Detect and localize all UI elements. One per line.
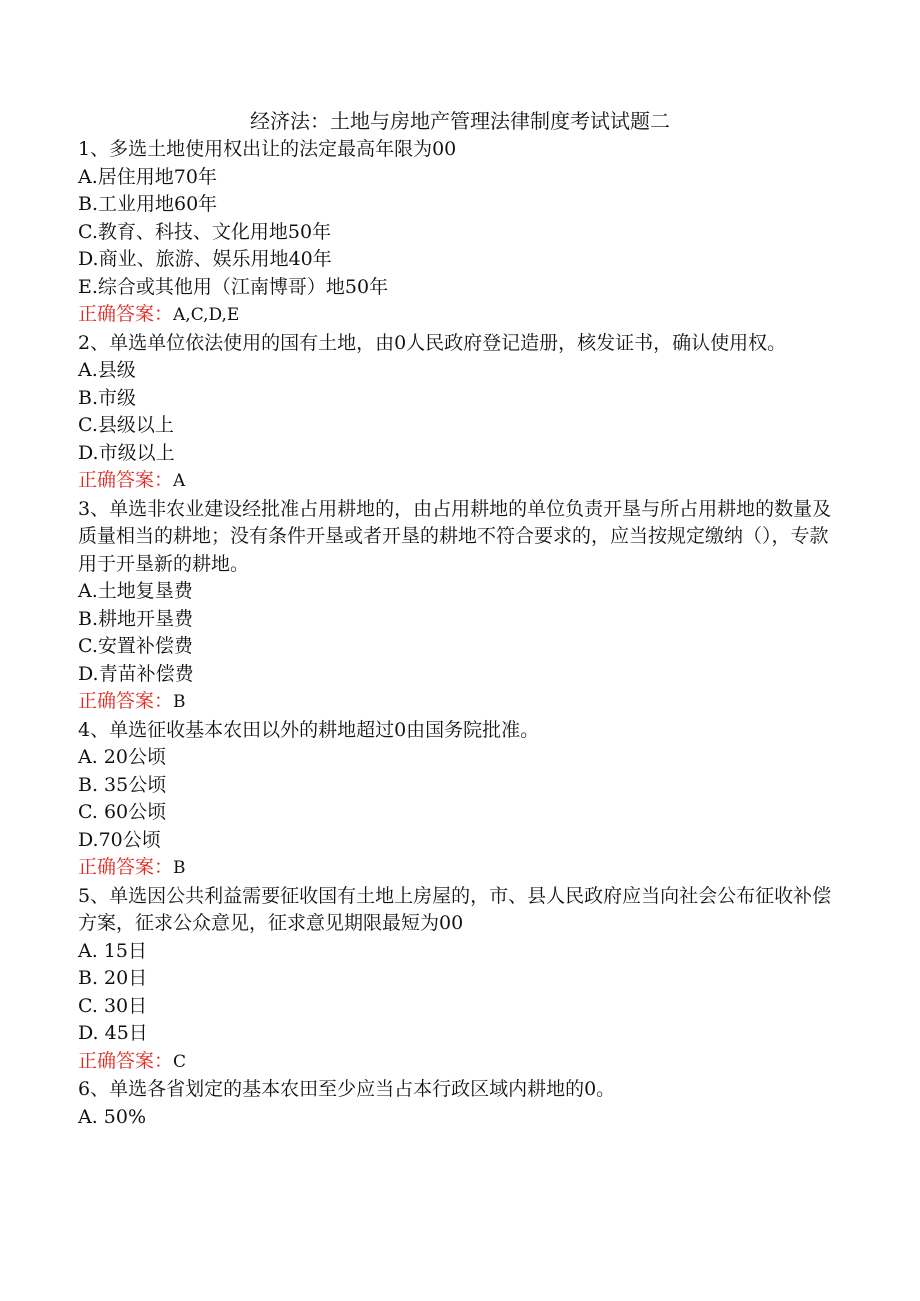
option-b: B.耕地开垦费 — [78, 607, 194, 630]
option-d: D. 45日 — [78, 1022, 148, 1044]
question-list — [78, 136, 838, 1131]
question-1 — [78, 136, 838, 330]
answer-value: A — [173, 471, 186, 491]
option-a: A.土地复垦费 — [78, 580, 193, 602]
option-a: A. 15日 — [78, 939, 147, 962]
correct-answer — [78, 854, 838, 883]
question-5 — [78, 883, 838, 1077]
option-a: A. 20公顷 — [78, 746, 166, 768]
answer-value: B — [173, 692, 186, 712]
question-stem: 1、多选土地使用权出让的法定最高年限为00 — [78, 138, 457, 160]
question-stem: 4、单选征收基本农田以外的耕地超过0由国务院批准。 — [78, 718, 540, 741]
answer-label: 正确答案： — [78, 469, 174, 491]
option-b: B.市级 — [78, 386, 137, 409]
question-stem: 5、单选因公共利益需要征收国有土地上房屋的，市、县人民政府应当向社会公布征收补偿方案，征求公众意见，征求意见期限最短为00 — [78, 884, 832, 934]
answer-value: A,C,D,E — [173, 305, 240, 325]
answer-label: 正确答案： — [78, 856, 174, 878]
correct-answer — [78, 1048, 838, 1077]
option-b: B. 20日 — [78, 967, 148, 989]
option-a: A.县级 — [78, 359, 136, 381]
option-a: A.居住用地70年 — [78, 165, 217, 188]
option-c: C. 30日 — [78, 994, 148, 1017]
question-2 — [78, 330, 838, 496]
option-d: D.商业、旅游、娱乐用地40年 — [78, 248, 332, 270]
option-d: D.市级以上 — [78, 441, 175, 464]
option-c: C.教育、科技、文化用地50年 — [78, 220, 332, 243]
question-6 — [78, 1076, 838, 1131]
answer-label: 正确答案： — [78, 1049, 174, 1072]
document-title: 经济法：土地与房地产管理法律制度考试试题二 — [250, 109, 670, 133]
answer-label: 正确答案： — [78, 303, 174, 325]
question-stem: 6、单选各省划定的基本农田至少应当占本行政区域内耕地的0。 — [78, 1078, 616, 1100]
option-d: D.70公顷 — [78, 828, 161, 851]
question-stem: 3、单选非农业建设经批准占用耕地的，由占用耕地的单位负责开垦与所占用耕地的数量及质量相当的耕地；没有条件开垦或者开垦的耕地不符合要求的，应当按规定缴纳（），专款用于开垦新的耕地。 — [78, 497, 832, 575]
question-4 — [78, 717, 838, 883]
answer-value: C — [173, 1051, 187, 1072]
correct-answer — [78, 688, 838, 717]
option-a: A. 50% — [78, 1105, 147, 1128]
option-e: E.综合或其他用（江南博哥）地50年 — [78, 275, 389, 298]
option-d: D.青苗补偿费 — [78, 662, 194, 685]
option-b: B.工业用地60年 — [78, 193, 218, 215]
question-stem: 2、单选单位依法使用的国有土地，由0人民政府登记造册，核发证书，确认使用权。 — [78, 331, 787, 354]
option-c: C.安置补偿费 — [78, 635, 193, 657]
option-c: C.县级以上 — [78, 414, 174, 436]
answer-value: B — [173, 858, 186, 878]
option-b: B. 35公顷 — [78, 773, 167, 796]
answer-label: 正确答案： — [78, 690, 174, 712]
correct-answer — [78, 467, 838, 496]
question-3 — [78, 496, 838, 717]
correct-answer — [78, 301, 838, 330]
option-c: C. 60公顷 — [78, 801, 167, 823]
